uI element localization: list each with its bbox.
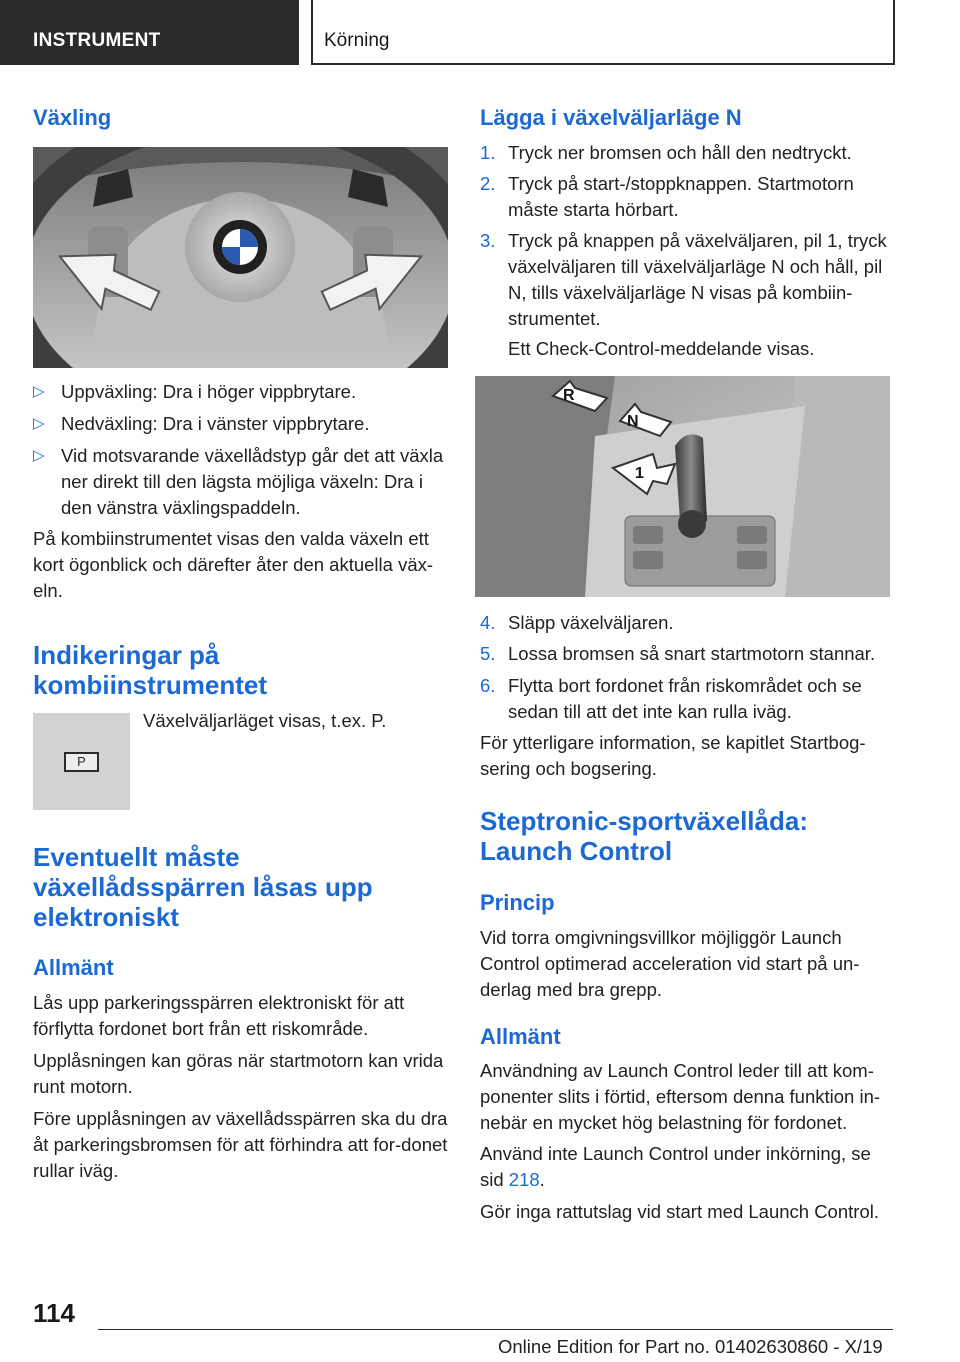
step-number: 6. xyxy=(480,675,496,696)
triangle-bullet-icon: ▷ xyxy=(33,415,45,432)
paragraph: För ytterligare information, se kapitlet Startbog‐sering och bogsering. xyxy=(480,732,866,779)
step-text: Lossa bromsen så snart startmotorn stannar. xyxy=(508,643,876,664)
list-item xyxy=(480,140,895,166)
heading-princip: Princip xyxy=(480,890,555,915)
gear-p-icon: P xyxy=(64,752,99,772)
step-text: Tryck på knappen på växelväljaren, pil 1, tryck växelväljaren till växelväljarläge N och håll, pil N, tills växelväljarläge N visas på kombiin‐strumentet. xyxy=(508,230,887,329)
heading-steptronic: Steptronic-sportväxellåda: Launch Control xyxy=(480,806,808,866)
paragraph: Lås upp parkeringsspärren elektroniskt för att förflytta fordonet bort från ett riskområde. xyxy=(33,992,405,1039)
arrow-n-label: N xyxy=(627,413,639,430)
footer-divider xyxy=(98,1329,893,1330)
steering-wheel-image xyxy=(33,147,448,368)
page-number: 114 xyxy=(33,1298,75,1328)
paragraph-text: Använd inte Launch Control under inkörning, se sid xyxy=(480,1143,871,1190)
list-item xyxy=(480,673,895,725)
gear-indicator-image xyxy=(33,713,130,810)
gear-selector-illustration xyxy=(475,376,890,597)
gear-selector-image xyxy=(475,376,890,597)
list-item xyxy=(480,641,895,667)
paragraph: Före upplåsningen av växellådsspärren ska du dra åt parkeringsbromsen för att förhindra att for‐donet rullar iväg. xyxy=(33,1108,448,1181)
list-item xyxy=(33,379,448,405)
heading-allmant: Allmänt xyxy=(33,955,114,980)
list-item xyxy=(480,171,895,223)
list-item xyxy=(480,610,895,636)
list-item xyxy=(480,228,895,332)
heading-eventuellt: Eventuellt måste växellådsspärren låsas upp elektroniskt xyxy=(33,842,373,932)
paragraph-text: . xyxy=(539,1169,545,1190)
step-number: 3. xyxy=(480,230,496,251)
step-text: Släpp växelväljaren. xyxy=(508,612,674,633)
heading-vaxling: Växling xyxy=(33,105,112,130)
steering-wheel-illustration xyxy=(33,147,448,368)
header-section-label: INSTRUMENT xyxy=(33,30,161,51)
step-note: Ett Check-Control-meddelande visas. xyxy=(508,338,815,359)
paragraph xyxy=(480,1141,895,1193)
page-reference-link[interactable]: 218 xyxy=(508,1169,540,1190)
paragraph: Vid torra omgivningsvillkor möjliggör Launch Control optimerad acceleration vid start på un‐derlag med bra grepp. xyxy=(480,927,860,1000)
step-text: Tryck på start-/stoppknappen. Startmotorn måste starta hörbart. xyxy=(508,173,854,220)
paragraph: På kombiinstrumentet visas den valda växeln ett kort ögonblick och därefter åter den aktuella väx‐eln. xyxy=(33,528,434,601)
list-item xyxy=(33,443,448,521)
header-chapter-tab xyxy=(311,0,895,65)
arrow-r-label: R xyxy=(563,387,575,404)
paragraph: Upplåsningen kan göras när startmotorn kan vrida runt motorn. xyxy=(33,1050,444,1097)
heading-indikeringar: Indikeringar på kombiinstrumentet xyxy=(33,640,268,700)
bullet-text: Nedväxling: Dra i vänster vippbrytare. xyxy=(61,413,370,434)
step-text: Tryck ner bromsen och håll den nedtryckt. xyxy=(508,142,852,163)
step-number: 2. xyxy=(480,173,496,194)
step-number: 5. xyxy=(480,643,496,664)
paragraph: Gör inga rattutslag vid start med Launch Control. xyxy=(480,1201,879,1222)
header-section-tab xyxy=(0,0,299,65)
step-text: Flytta bort fordonet från riskområdet och se sedan till att det inte kan rulla iväg. xyxy=(508,675,862,722)
heading-lagga-i-n: Lägga i växelväljarläge N xyxy=(480,105,742,130)
triangle-bullet-icon: ▷ xyxy=(33,383,45,400)
footer-edition: Online Edition for Part no. 01402630860 - X/19 xyxy=(498,1336,883,1357)
bullet-text: Uppväxling: Dra i höger vippbrytare. xyxy=(61,381,357,402)
step-number: 4. xyxy=(480,612,496,633)
paragraph: Användning av Launch Control leder till att kom‐ponenter slits i förtid, eftersom denna funktion in‐nebär en mycket hög belastning för fordonet. xyxy=(480,1060,881,1133)
bullet-text: Vid motsvarande växellådstyp går det att växla ner direkt till den lägsta möjliga växeln: Dra i den vänstra växlingspaddeln. xyxy=(61,445,444,518)
header-chapter-label: Körning xyxy=(324,30,390,51)
triangle-bullet-icon: ▷ xyxy=(33,447,45,464)
heading-allmant-2: Allmänt xyxy=(480,1024,561,1049)
step-number: 1. xyxy=(480,142,496,163)
indicator-text: Växelväljarläget visas, t.ex. P. xyxy=(143,710,387,731)
list-item xyxy=(33,411,448,437)
arrow-1-label: 1 xyxy=(635,465,644,482)
